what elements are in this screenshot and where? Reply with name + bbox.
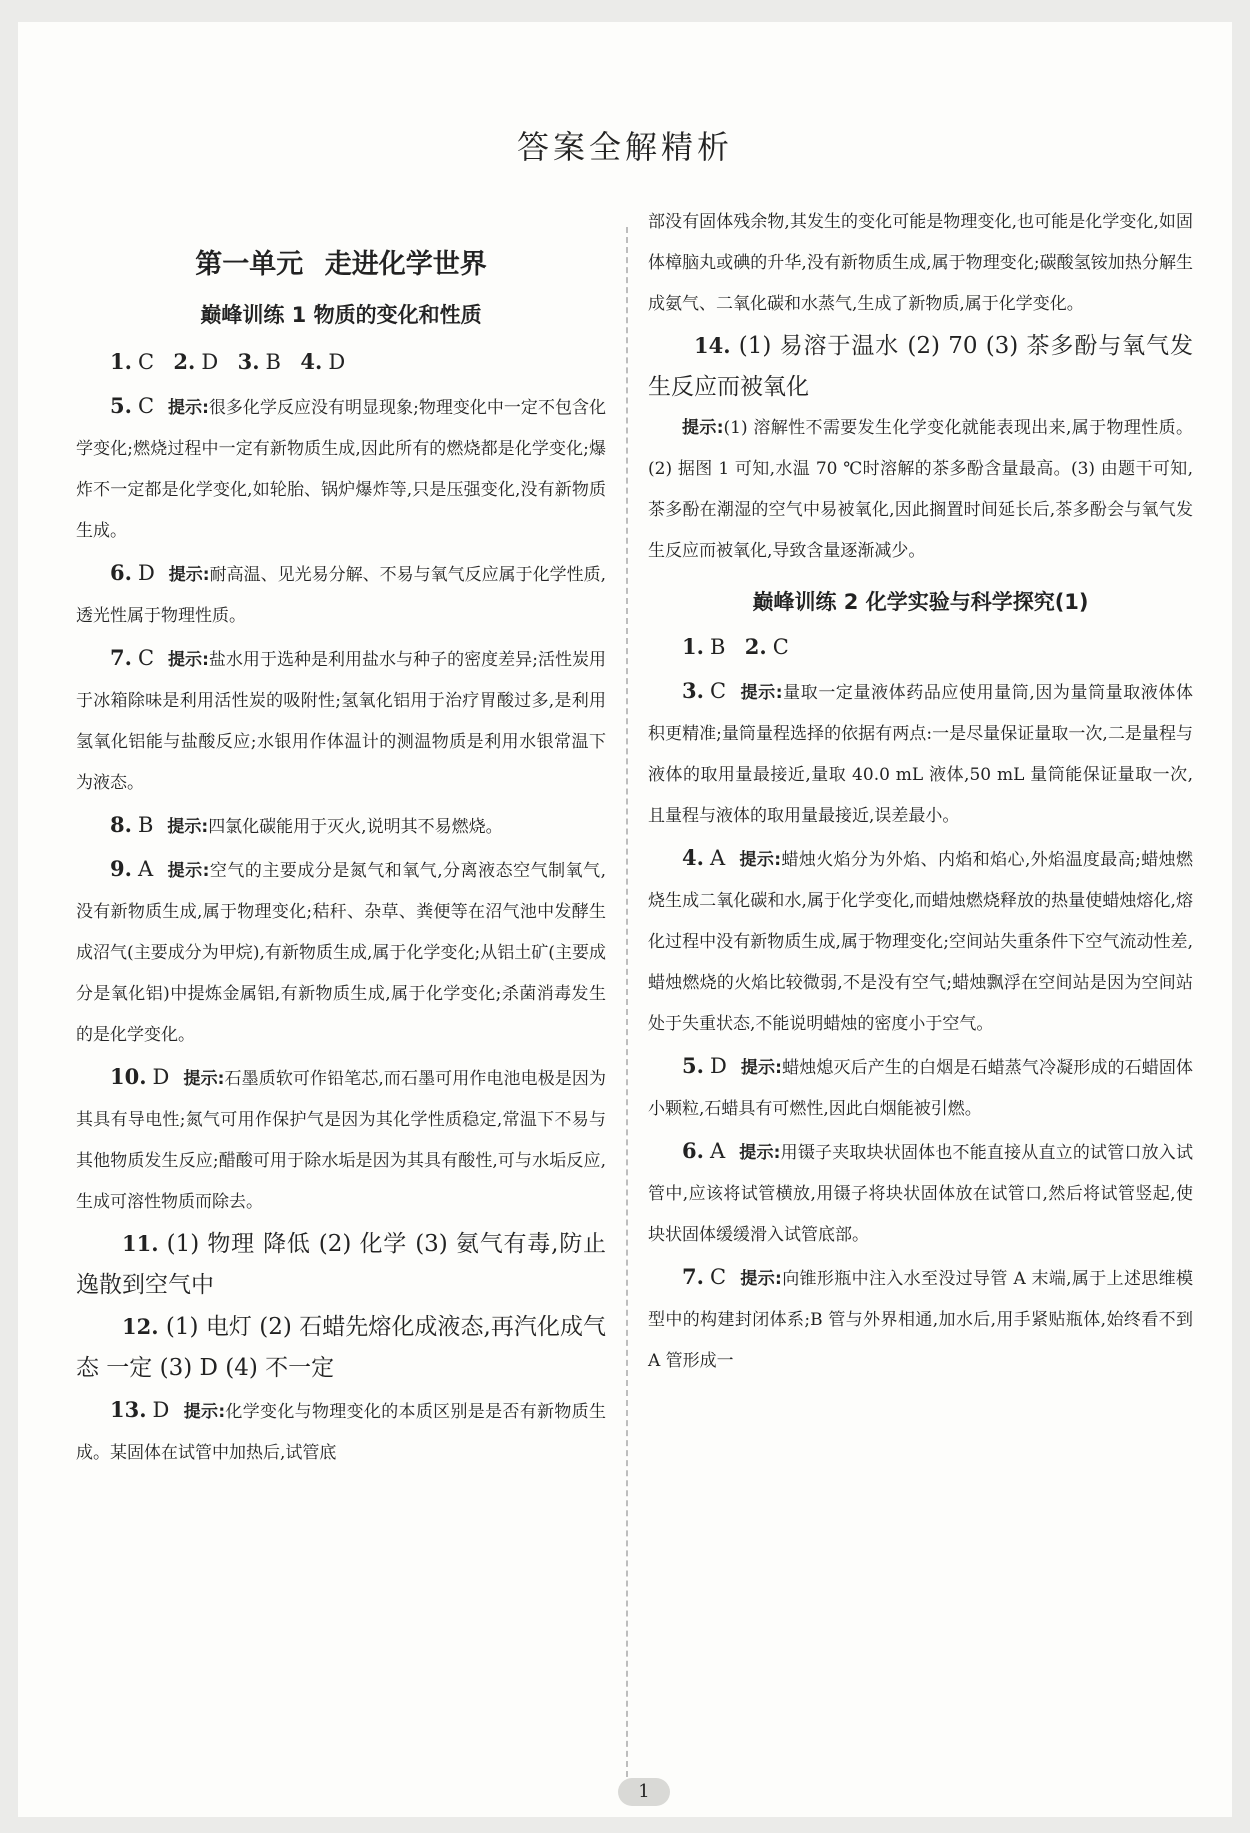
hint-text: 四氯化碳能用于灭火,说明其不易燃烧。 (208, 817, 503, 837)
question-number: 5. (682, 1053, 704, 1078)
hint-text: 耐高温、见光易分解、不易与氧气反应属于化学性质,透光性属于物理性质。 (76, 565, 606, 626)
hint-label: 提示: (168, 650, 209, 670)
question-number: 8. (110, 812, 132, 837)
answer-choice: D (137, 561, 155, 585)
question-number: 4. (682, 845, 704, 870)
hint-text: 很多化学反应没有明显现象;物理变化中一定不包含化学变化;燃烧过程中一定有新物质生成,因此所有的燃烧都是化学变化;爆炸不一定都是化学变化,如轮胎、锅炉爆炸等,只是压强变化,没有新物质生成。 (76, 398, 606, 541)
hint-text: 用镊子夹取块状固体也不能直接从直立的试管口放入试管中,应该将试管横放,用镊子将块状固体放在试管口,然后将试管竖起,使块状固体缓缓滑入试管底部。 (648, 1143, 1193, 1245)
question-number: 6. (682, 1138, 704, 1163)
hint-label: 提示: (183, 1402, 226, 1422)
question-number: 4. (300, 349, 323, 374)
left-column (76, 232, 606, 1474)
answer-item-9 (76, 848, 606, 1056)
answer-choice: C (137, 646, 155, 670)
hint-text: (1) 溶解性不需要发生化学变化就能表现出来,属于物理性质。(2) 据图 1 可知,水温 70 ℃时溶解的茶多酚含量最高。(3) 由题干可知,茶多酚在潮湿的空气中易被氧化,因此搁置时间延长后,茶多酚会与氧气发生反应而被氧化,导致含量逐渐减少。 (648, 418, 1193, 561)
answer-item-14 (648, 325, 1193, 408)
answer-choice: A (137, 857, 154, 881)
question-number: 3. (237, 349, 260, 374)
answer-choice: D (152, 1065, 170, 1089)
answer-choice: C (137, 350, 155, 374)
answer-item-5 (76, 385, 606, 552)
hint-label: 提示: (739, 1143, 781, 1163)
question-number: 6. (110, 560, 132, 585)
answer-choice: D (152, 1398, 170, 1422)
hint-label: 提示: (168, 565, 210, 585)
answer-item-3 (648, 670, 1193, 837)
question-number: 10. (110, 1064, 147, 1089)
column-divider (626, 227, 628, 1787)
answer-item-6r (648, 1130, 1193, 1256)
answer-item-4 (648, 837, 1193, 1045)
answer-choice: D (328, 350, 346, 374)
question-number: 7. (110, 645, 132, 670)
hint-label: 提示: (183, 1069, 225, 1089)
question-number: 2. (744, 634, 767, 659)
hint-label: 提示: (740, 1269, 782, 1289)
answer-choice: A (709, 1139, 726, 1163)
unit-title: 第一单元 走进化学世界 (195, 249, 487, 280)
answer-item-10 (76, 1056, 606, 1223)
section-title-1: 巅峰训练 1 物质的变化和性质 (200, 303, 482, 327)
answer-item-8 (76, 804, 606, 848)
answer-item-11 (76, 1223, 606, 1306)
page-title: 答案全解精析 (516, 128, 733, 166)
answer-choice: A (709, 846, 726, 870)
section-title-2: 巅峰训练 2 化学实验与科学探究(1) (752, 590, 1089, 614)
hint-text: 向锥形瓶中注入水至没过导管 A 末端,属于上述思维模型中的构建封闭体系;B 管与外界相通,加水后,用手紧贴瓶体,始终看不到 A 管形成一 (648, 1269, 1193, 1371)
hint-text: 量取一定量液体药品应使用量筒,因为量筒量取液体体积更精准;量筒量程选择的依据有两点:一是尽量保证量取一次,二是量程与液体的取用量最接近,量取 40.0 mL 液体,50 mL 量筒能保证量取一次,且量程与液体的取用量最接近,误差最小。 (648, 683, 1193, 826)
hint-label: 提示: (168, 398, 209, 418)
hint-text: 盐水用于选种是利用盐水与种子的密度差异;活性炭用于冰箱除味是利用活性炭的吸附性;氢氧化铝用于治疗胃酸过多,是利用氢氧化铝能与盐酸反应;水银用作体温计的测温物质是利用水银常温下为液态。 (76, 650, 606, 793)
answer-choice: D (709, 1054, 727, 1078)
answer-choice: C (709, 679, 727, 703)
answer-row-1-4 (76, 341, 606, 385)
question-number: 2. (173, 349, 196, 374)
answer-item-7 (76, 637, 606, 804)
answer-page (18, 22, 1232, 1817)
hint-text: 化学变化与物理变化的本质区别是是否有新物质生成。某固体在试管中加热后,试管底 (76, 1402, 606, 1463)
question-number: 14. (694, 333, 731, 358)
answer-item-6 (76, 552, 606, 637)
answer-item-5r (648, 1045, 1193, 1130)
hint-label: 提示: (739, 850, 782, 870)
question-number: 7. (682, 1264, 704, 1289)
answer-choice: B (265, 350, 281, 374)
question-number: 1. (682, 634, 704, 659)
answer-row-1-2 (648, 626, 1193, 670)
hint-text: 蜡烛火焰分为外焰、内焰和焰心,外焰温度最高;蜡烛燃烧生成二氧化碳和水,属于化学变化,而蜡烛燃烧释放的热量使蜡烛熔化,熔化过程中没有新物质生成,属于物理变化;空间站失重条件下空气流动性差,蜡烛燃烧的火焰比较微弱,不是没有空气;蜡烛飘浮在空间站是因为空间站处于失重状态,不能说明蜡烛的密度小于空气。 (648, 850, 1193, 1034)
answer-item-12 (76, 1306, 606, 1389)
hint-label: 提示: (740, 683, 783, 703)
question-number: 11. (122, 1231, 159, 1256)
hint-label: 提示: (740, 1058, 782, 1078)
hint-label: 提示: (167, 817, 209, 837)
answer-text: (1) 物理 降低 (2) 化学 (3) 氨气有毒,防止逸散到空气中 (76, 1231, 607, 1298)
continued-text: 部没有固体残余物,其发生的变化可能是物理变化,也可能是化学变化,如固体樟脑丸或碘的升华,没有新物质生成,属于物理变化;碳酸氢铵加热分解生成氨气、二氧化碳和水蒸气,生成了新物质,属于化学变化。 (648, 212, 1193, 314)
hint-text: 蜡烛熄灭后产生的白烟是石蜡蒸气冷凝形成的石蜡固体小颗粒,石蜡具有可燃性,因此白烟能被引燃。 (648, 1058, 1193, 1119)
question-number: 1. (110, 349, 132, 374)
answer-text: (1) 电灯 (2) 石蜡先熔化成液态,再汽化成气态 一定 (3) D (4) 不一定 (76, 1314, 607, 1381)
answer-text: (1) 易溶于温水 (2) 70 (3) 茶多酚与氧气发生反应而被氧化 (648, 333, 1194, 400)
page-number: 1 (618, 1778, 670, 1806)
question-number: 5. (110, 393, 132, 418)
question-number: 13. (110, 1397, 147, 1422)
answer-choice: C (137, 394, 155, 418)
right-column (648, 202, 1193, 1382)
answer-choice: B (137, 813, 154, 837)
hint-label: 提示: (682, 418, 724, 438)
answer-item-7r (648, 1256, 1193, 1382)
answer-item-13 (76, 1389, 606, 1474)
hint-text: 石墨质软可作铅笔芯,而石墨可用作电池电极是因为其具有导电性;氮气可用作保护气是因为其化学性质稳定,常温下不易与其他物质发生反应;醋酸可用于除水垢是因为其具有酸性,可与水垢反应,生成可溶性物质而除去。 (76, 1069, 606, 1212)
question-number: 3. (682, 678, 704, 703)
answer-choice: C (772, 635, 789, 659)
answer-choice: D (201, 350, 219, 374)
question-number: 12. (122, 1314, 159, 1339)
question-number: 9. (110, 856, 132, 881)
hint-text: 空气的主要成分是氮气和氧气,分离液态空气制氧气,没有新物质生成,属于物理变化;秸秆、杂草、粪便等在沼气池中发酵生成沼气(主要成分为甲烷),有新物质生成,属于化学变化;从铝土矿(主要成分是氧化铝)中提炼金属铝,有新物质生成,属于化学变化;杀菌消毒发生的是化学变化。 (76, 861, 606, 1045)
hint-label: 提示: (167, 861, 210, 881)
answer-choice: C (709, 1265, 727, 1289)
answer-choice: B (709, 635, 726, 659)
answer-item-14-hint (648, 408, 1193, 572)
